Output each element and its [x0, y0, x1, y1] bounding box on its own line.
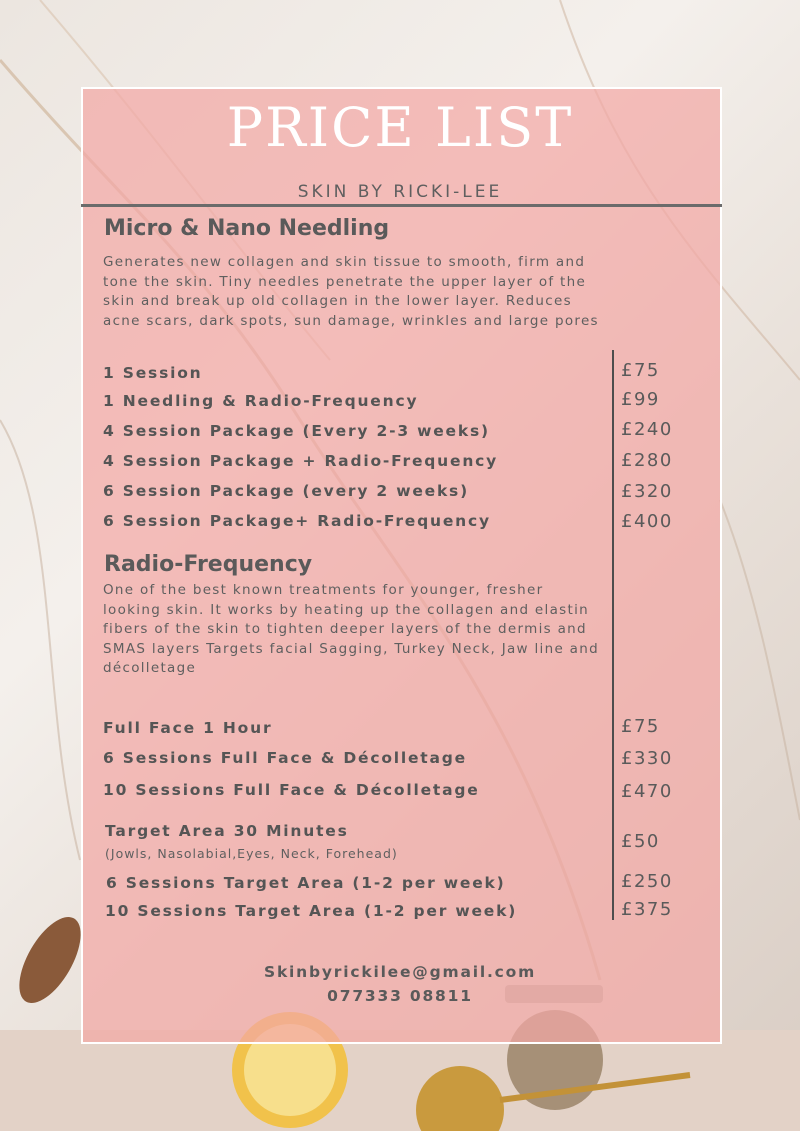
- price-item-price: £50: [621, 831, 660, 852]
- price-item-label: 6 Sessions Full Face & Décolletage: [103, 749, 467, 767]
- price-item-label: 6 Session Package+ Radio-Frequency: [103, 512, 491, 530]
- section-heading-radio-frequency: Radio-Frequency: [104, 552, 313, 577]
- page-title: PRICE LIST: [226, 96, 574, 159]
- price-item-label: 6 Sessions Target Area (1-2 per week): [106, 874, 506, 892]
- price-item-price: £99: [621, 389, 660, 410]
- section-heading-needling: Micro & Nano Needling: [104, 216, 390, 241]
- price-item-label: 6 Session Package (every 2 weeks): [103, 482, 469, 500]
- price-item-label: Target Area 30 Minutes: [105, 822, 349, 840]
- price-item-price: £250: [621, 871, 673, 892]
- price-item-price: £400: [621, 511, 673, 532]
- price-item-price: £240: [621, 419, 673, 440]
- brand-subtitle: SKIN BY RICKI-LEE: [297, 182, 503, 202]
- price-item-price: £330: [621, 748, 673, 769]
- contact-phone[interactable]: 077333 08811: [327, 987, 473, 1005]
- price-item-label: 4 Session Package (Every 2-3 weeks): [103, 422, 490, 440]
- header-divider: [81, 204, 722, 207]
- contact-email[interactable]: Skinbyrickilee@gmail.com: [263, 963, 537, 981]
- price-item-label: 4 Session Package + Radio-Frequency: [103, 452, 499, 470]
- price-item-price: £375: [621, 899, 673, 920]
- price-item-price: £320: [621, 481, 673, 502]
- price-item-note: (Jowls, Nasolabial,Eyes, Neck, Forehead): [105, 846, 398, 861]
- price-item-price: £75: [621, 716, 660, 737]
- section-description-needling: Generates new collagen and skin tissue to smooth, firm and tone the skin. Tiny needles penetrate the upper layer of the skin and break up old collagen in the lower layer. Reduces acne scars, dark spots, sun damage, wrinkles and large pores: [103, 254, 599, 329]
- price-item-label: 1 Session: [103, 364, 203, 382]
- price-item-label: 10 Sessions Full Face & Décolletage: [103, 781, 480, 799]
- price-item-label: 10 Sessions Target Area (1-2 per week): [105, 902, 518, 920]
- price-item-price: £75: [621, 360, 660, 381]
- price-column-divider: [612, 350, 614, 920]
- section-description-radio-frequency: One of the best known treatments for younger, fresher looking skin. It works by heating up the collagen and elastin fibers of the skin to tighten deeper layers of the dermis and SMAS layers Targets facial Sagging, Turkey Neck, Jaw line and décolletage: [103, 582, 599, 676]
- price-item-label: Full Face 1 Hour: [103, 719, 273, 737]
- price-item-price: £470: [621, 781, 673, 802]
- price-item-price: £280: [621, 450, 673, 471]
- price-item-label: 1 Needling & Radio-Frequency: [103, 392, 419, 410]
